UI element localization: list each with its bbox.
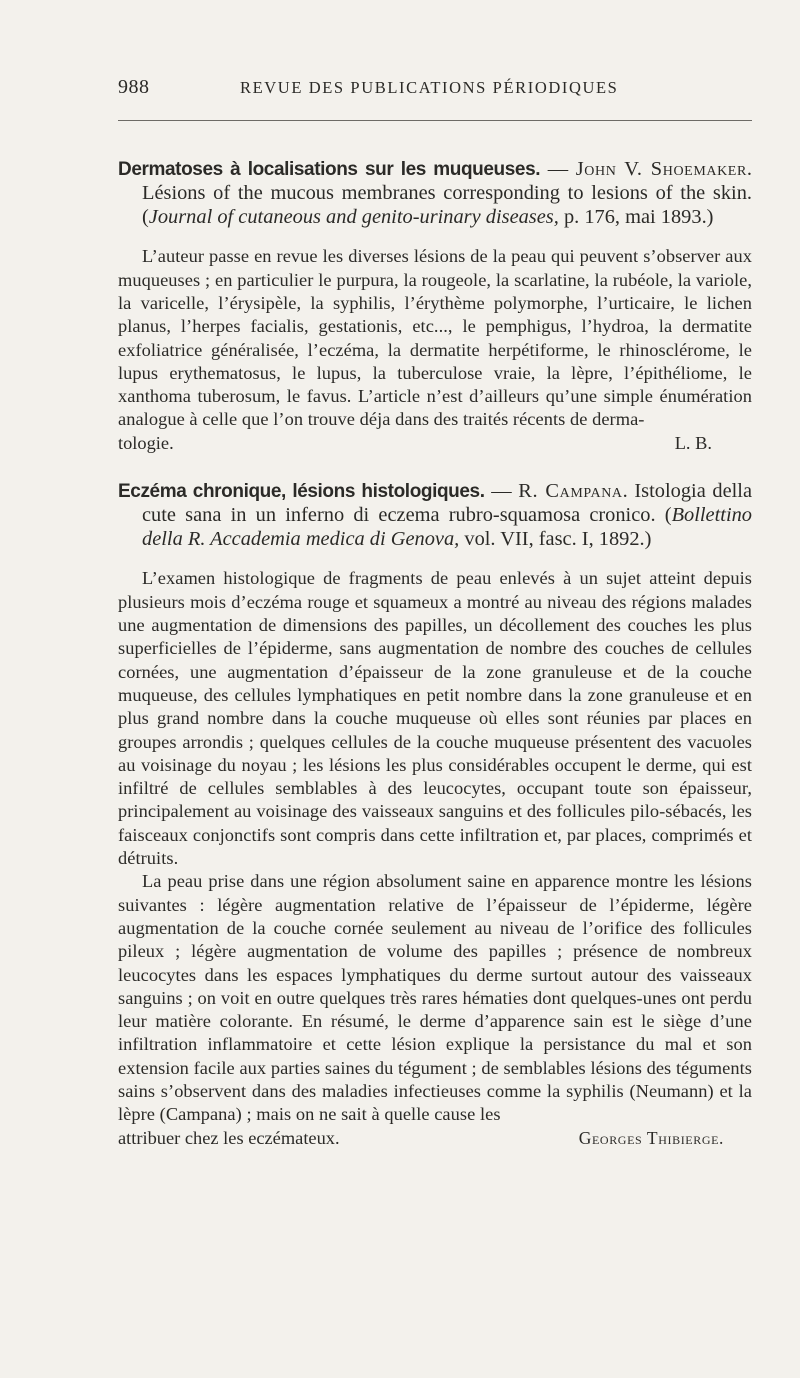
last-line-text: attribuer chez les eczémateux. <box>118 1127 340 1148</box>
author-separator: — <box>484 480 519 503</box>
page-header <box>118 76 752 104</box>
author-name: John V. Shoemaker <box>575 158 747 180</box>
entry-heading <box>118 158 752 229</box>
journal-name: Journal of cutaneous and genito-urinary diseases, <box>148 205 559 228</box>
author-separator: — <box>540 158 576 180</box>
reviewer-signature: Georges Thibierge. <box>578 1127 724 1148</box>
running-title: REVUE DES PUBLICATIONS PÉRIODIQUES <box>240 78 619 97</box>
article-title: . Lésions of the mucous membranes corresponding to lesions of the skin. ( <box>142 158 752 228</box>
reference-details: p. 176, mai 1893.) <box>558 205 714 228</box>
header-rule <box>118 120 752 121</box>
page-number: 988 <box>118 76 150 98</box>
journal-name: Bollettino della R. Accademia medica di Genova, <box>142 503 752 550</box>
review-entry-1 <box>118 158 752 455</box>
article-title: . Istologia della cute sana in un inferno di eczema rubro-squamosa cronico. ( <box>142 480 753 526</box>
closing-line <box>118 432 752 455</box>
body-paragraph: La peau prise dans une région absolument saine en apparence montre les lésions suivantes : légère augmentation relative de l’épaisseur de l’épiderme, légère augmentation de la couche cornée seulement au niveau de l’orifice des follicules pileux ; légère augmentation de volume des papilles ; présence de nombreux leucocytes dans les espaces lymphatiques du derme surtout autour des vaisseaux sanguins ; on voit en outre quelques très rares hématies dont quelques-unes ont perdu leur matière colorante. En résumé, le derme d’apparence sain est le siège d’une infiltration inflammatoire et cette lésion explique la persistance du mal et son extension facile aux parties saines du tégument ; de semblables lésions des téguments sains s’observent dans des maladies infectieuses comme la syphilis (Neumann) et la lèpre (Campana) ; mais on ne sait à quelle cause les <box>118 871 752 1125</box>
reviewer-signature: L. B. <box>674 432 712 453</box>
entry-heading <box>118 480 752 551</box>
entry-rubric: Eczéma chronique, lésions histologiques. <box>118 481 485 503</box>
body-paragraph: L’auteur passe en revue les diverses lésions de la peau qui peuvent s’observer aux muqueuses ; en particulier le purpura, la rougeole, la scarlatine, la rubéole, la variole, la varicelle, l’érysipèle, la syphilis, l’érythème polymorphe, l’urticaire, le lichen planus, l’herpes facialis, gestationis, etc..., le pemphigus, l’hydroa, la dermatite exfoliatrice généralisée, l’eczéma, la dermatite herpétiforme, le rhinosclérome, le lupus erythematosus, le lupus, la tuberculose vraie, la lèpre, l’épithéliome, le xanthoma tuberosum, le favus. L’article n’est d’ailleurs qu’une simple énumération analogue à celle que l’on trouve déja dans des traités récents de derma- <box>118 246 752 430</box>
last-line-text: tologie. <box>118 432 174 453</box>
closing-line <box>118 1127 752 1150</box>
review-entry-2 <box>118 480 752 1150</box>
body-paragraph: L’examen histologique de fragments de peau enlevés à un sujet atteint depuis plusieurs mois d’eczéma rouge et squameux a montré au niveau des régions malades une augmentation de dimensions des papilles, un décollement des couches les plus superficielles de l’épiderme, sans augmentation de nombre des couches de cellules cornées, une augmentation d’épaisseur de la zone granuleuse et de la couche muqueuse, des cellules lymphatiques en petit nombre dans la zone granuleuse et en plus grand nombre dans la couche muqueuse où elles sont réunies par places en groupes arrondis ; quelques cellules de la couche muqueuse présentent des vacuoles au voisinage du noyau ; les lésions les plus considérables occupent le derme, qui est infiltré de cellules semblables à des leucocytes, occupant toute son épaisseur, principalement au voisinage des vaisseaux sanguins et des follicules pilo-sébacés, les faisceaux conjonctifs sont compris dans cette infiltration et, par places, comprimés et détruits. <box>118 568 752 869</box>
page-content <box>118 158 752 1150</box>
entry-rubric: Dermatoses à localisations sur les muqueuses. <box>118 159 541 180</box>
reference-details: vol. VII, fasc. I, 1892.) <box>459 527 652 550</box>
author-name: R. Campana <box>518 480 623 503</box>
